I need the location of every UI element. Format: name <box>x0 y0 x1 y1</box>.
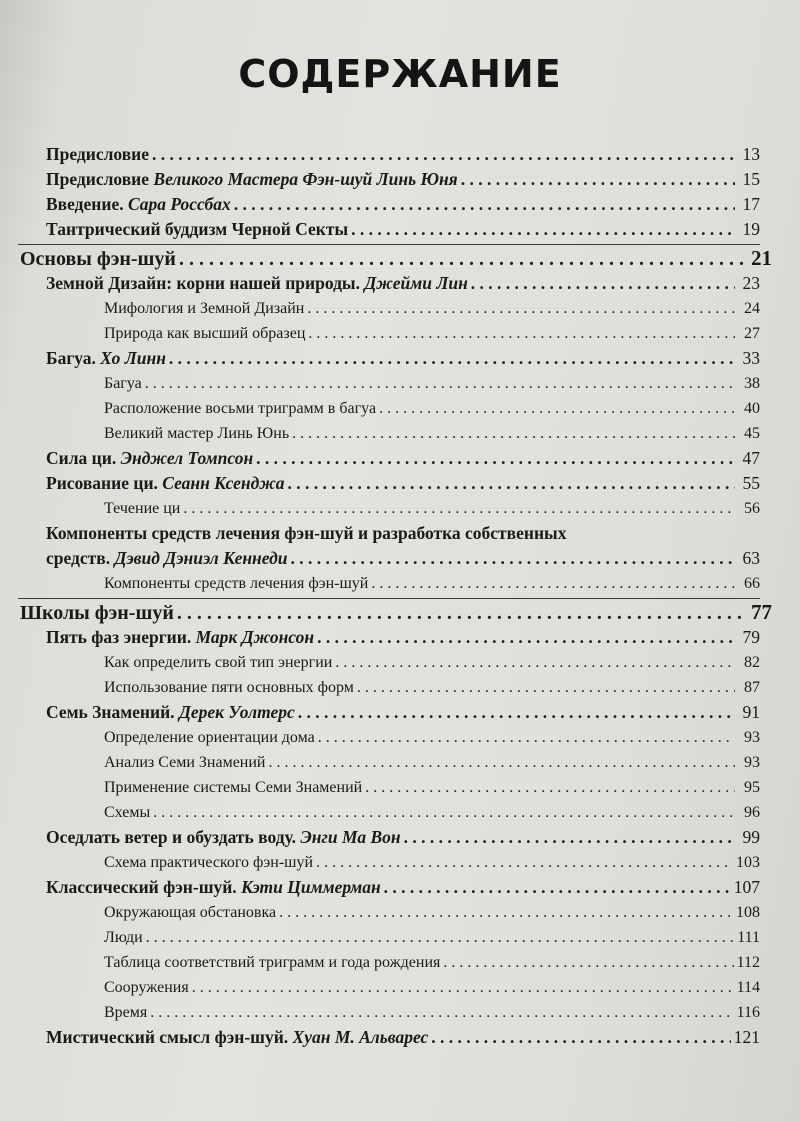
entry-label: Семь Знамений. <box>46 702 175 722</box>
toc-entry-foreword-lin-yun <box>0 167 800 192</box>
page-number: 79 <box>742 627 760 647</box>
dot-leader <box>404 825 735 850</box>
toc-entry <box>0 271 800 296</box>
page-number: 111 <box>737 929 760 946</box>
entry-label: Рисование ци. <box>46 473 158 493</box>
toc-subentry <box>0 975 800 1000</box>
entry-author: Сеанн Ксенджа <box>162 473 285 493</box>
entry-label: Использование пяти основных форм <box>104 679 354 696</box>
entry-label: Люди <box>104 929 143 946</box>
entry-author: Дэвид Дэниэл Кеннеди <box>114 548 288 568</box>
entry-label: Применение системы Семи Знамений <box>104 779 363 796</box>
dot-leader <box>192 975 734 1000</box>
toc-entry-multiline <box>0 521 800 571</box>
toc-subentry <box>0 371 800 396</box>
entry-author: Хуан М. Альварес <box>292 1027 429 1047</box>
toc-subentry <box>0 1000 800 1025</box>
dot-leader <box>146 925 734 950</box>
toc-subentry <box>0 900 800 925</box>
dot-leader <box>177 600 747 626</box>
table-of-contents <box>0 142 800 1050</box>
page-number: 55 <box>742 473 760 493</box>
dot-leader <box>357 675 735 700</box>
dot-leader <box>279 900 733 925</box>
entry-label: Компоненты средств лечения фэн-шуй <box>104 575 369 592</box>
dot-leader <box>150 1000 733 1025</box>
page-title: СОДЕРЖАНИЕ <box>238 52 562 96</box>
entry-label: средств. <box>46 548 111 568</box>
page-number: 99 <box>742 827 760 847</box>
entry-label: Введение. <box>46 194 124 214</box>
entry-author: Кэти Циммерман <box>241 877 381 897</box>
page-number: 66 <box>744 575 760 592</box>
dot-leader <box>351 217 735 242</box>
page-number: 24 <box>744 300 760 317</box>
entry-label: Схемы <box>104 804 151 821</box>
page-number: 45 <box>744 425 760 442</box>
toc-entry <box>0 346 800 371</box>
page-number: 93 <box>744 754 760 771</box>
page-number: 56 <box>744 500 760 517</box>
dot-leader <box>169 346 735 371</box>
toc-entry <box>0 700 800 725</box>
part-label: Основы фэн-шуй <box>20 248 176 270</box>
toc-subentry <box>0 750 800 775</box>
dot-leader <box>152 142 735 167</box>
toc-subentry <box>0 775 800 800</box>
entry-label: Окружающая обстановка <box>104 904 277 921</box>
entry-label: Багуа <box>104 375 142 392</box>
dot-leader <box>318 725 735 750</box>
dot-leader <box>431 1025 730 1050</box>
dot-leader <box>153 800 735 825</box>
dot-leader <box>335 650 735 675</box>
entry-author: Великого Мастера Фэн-шуй Линь Юня <box>153 169 458 189</box>
entry-author: Хо Линн <box>100 348 166 368</box>
toc-part-schools <box>0 599 800 625</box>
toc-entry-tantric-buddhism <box>0 217 800 242</box>
page-number: 38 <box>744 375 760 392</box>
dot-leader <box>308 321 735 346</box>
page-number: 116 <box>736 1004 760 1021</box>
entry-label: Пять фаз энергии. <box>46 627 192 647</box>
page-number: 17 <box>742 194 760 214</box>
page-number: 108 <box>736 904 760 921</box>
entry-label: Таблица соответствий триграмм и года рождения <box>104 954 441 971</box>
toc-entry <box>0 446 800 471</box>
entry-author: Дерек Уолтерс <box>178 702 295 722</box>
entry-label: Сила ци. <box>46 448 117 468</box>
dot-leader <box>183 496 735 521</box>
toc-subentry <box>0 725 800 750</box>
toc-entry-foreword <box>0 142 800 167</box>
dot-leader <box>287 471 735 496</box>
entry-label: Земной Дизайн: корни нашей природы. <box>46 273 360 293</box>
entry-label: Сооружения <box>104 979 189 996</box>
dot-leader <box>291 546 735 571</box>
dot-leader <box>145 371 735 396</box>
entry-author: Марк Джонсон <box>195 627 315 647</box>
toc-part-fundamentals <box>0 245 800 271</box>
toc-entry-introduction <box>0 192 800 217</box>
page-number: 21 <box>751 246 772 270</box>
toc-entry <box>0 625 800 650</box>
toc-subentry <box>0 396 800 421</box>
page-number: 121 <box>733 1027 760 1047</box>
page-number: 91 <box>742 702 760 722</box>
entry-author: Джейми Лин <box>364 273 468 293</box>
toc-subentry <box>0 421 800 446</box>
page-number: 47 <box>742 448 760 468</box>
entry-label: Расположение восьми триграмм в багуа <box>104 400 377 417</box>
toc-subentry <box>0 925 800 950</box>
toc-entry <box>0 875 800 900</box>
entry-label: Великий мастер Линь Юнь <box>104 425 290 442</box>
entry-label-line1: Компоненты средств лечения фэн-шуй и разработка собственных <box>46 523 567 543</box>
toc-subentry <box>0 496 800 521</box>
entry-label: Предисловие <box>46 144 150 164</box>
page-number: 15 <box>742 169 760 189</box>
page-number: 23 <box>742 273 760 293</box>
entry-author: Энджел Томпсон <box>120 448 254 468</box>
page-number: 103 <box>736 854 760 871</box>
toc-entry <box>0 471 800 496</box>
dot-leader <box>307 296 735 321</box>
dot-leader <box>234 192 735 217</box>
entry-author: Сара Россбах <box>127 194 231 214</box>
dot-leader <box>179 246 747 272</box>
entry-label: Схема практического фэн-шуй <box>104 854 314 871</box>
entry-label: Предисловие <box>46 169 150 189</box>
page-number: 95 <box>744 779 760 796</box>
dot-leader <box>317 625 735 650</box>
dot-leader <box>379 396 735 421</box>
entry-label: Анализ Семи Знамений <box>104 754 266 771</box>
toc-subentry <box>0 950 800 975</box>
entry-label: Классический фэн-шуй. <box>46 877 237 897</box>
entry-label: Мифология и Земной Дизайн <box>104 300 305 317</box>
page-number: 82 <box>744 654 760 671</box>
part-label: Школы фэн-шуй <box>20 602 174 624</box>
dot-leader <box>298 700 735 725</box>
entry-label: Определение ориентации дома <box>104 729 315 746</box>
dot-leader <box>471 271 735 296</box>
page-number: 96 <box>744 804 760 821</box>
dot-leader <box>384 875 731 900</box>
toc-subentry <box>0 675 800 700</box>
dot-leader <box>461 167 735 192</box>
toc-subentry <box>0 321 800 346</box>
page-number: 114 <box>736 979 760 996</box>
entry-label: Тантрический буддизм Черной Секты <box>46 219 349 239</box>
page-number: 19 <box>742 219 760 239</box>
dot-leader <box>316 850 733 875</box>
toc-entry <box>0 1025 800 1050</box>
page-number: 40 <box>744 400 760 417</box>
dot-leader <box>443 950 733 975</box>
dot-leader <box>292 421 735 446</box>
toc-entry <box>0 825 800 850</box>
page-number: 93 <box>744 729 760 746</box>
page-number: 33 <box>742 348 760 368</box>
page-number: 27 <box>744 325 760 342</box>
entry-label: Мистический смысл фэн-шуй. <box>46 1027 289 1047</box>
page-number: 13 <box>742 144 760 164</box>
dot-leader <box>365 775 735 800</box>
dot-leader <box>256 446 735 471</box>
page-number: 87 <box>744 679 760 696</box>
entry-label: Природа как высший образец <box>104 325 306 342</box>
dot-leader <box>371 571 735 596</box>
dot-leader <box>268 750 735 775</box>
toc-subentry <box>0 296 800 321</box>
toc-subentry <box>0 571 800 596</box>
entry-label: Как определить свой тип энергии <box>104 654 333 671</box>
entry-author: Энги Ма Вон <box>300 827 401 847</box>
page-number: 63 <box>742 548 760 568</box>
entry-label: Течение ци <box>104 500 181 517</box>
entry-label: Багуа. <box>46 348 96 368</box>
entry-label: Оседлать ветер и обуздать воду. <box>46 827 296 847</box>
toc-subentry <box>0 650 800 675</box>
page-number: 77 <box>751 600 772 624</box>
toc-subentry <box>0 850 800 875</box>
toc-subentry <box>0 800 800 825</box>
entry-label: Время <box>104 1004 148 1021</box>
page-number: 112 <box>736 954 760 971</box>
page-number: 107 <box>733 877 760 897</box>
